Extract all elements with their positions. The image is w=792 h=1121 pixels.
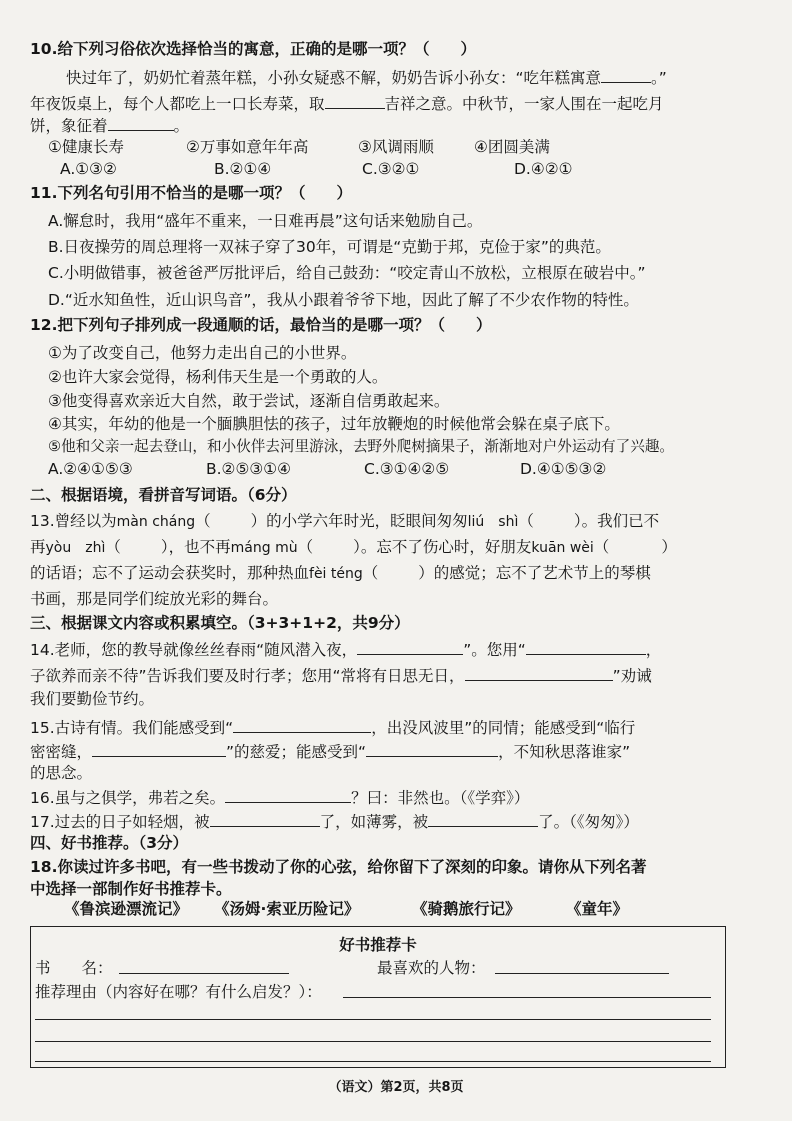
card-book-name-field[interactable] <box>119 973 289 974</box>
q11-option-b[interactable]: B.日夜操劳的周总理将一双袜子穿了30年，可谓是“克勤于邦，克俭于家”的典范。 <box>48 238 611 256</box>
q15-text-2: ，出没风波里”的同情；能感受到“临行 <box>371 719 636 737</box>
q18-line2: 中选择一部制作好书推荐卡。 <box>30 880 232 898</box>
pinyin-fei-teng: fèi téng <box>309 566 363 582</box>
q15-blank-2[interactable] <box>92 740 226 757</box>
q15-blank-3[interactable] <box>366 740 498 757</box>
q16-blank[interactable] <box>225 786 351 803</box>
q10-blank-3[interactable] <box>108 114 174 131</box>
q14-text-5: ”劝诫 <box>612 667 652 685</box>
q14-text-2: ”。您用“ <box>463 641 526 659</box>
q10-line1 <box>66 66 667 89</box>
q10-option-c[interactable]: C.③②① <box>362 160 420 178</box>
q13-text-3: 。我们已不 <box>581 512 660 530</box>
pinyin-man-chang: màn cháng <box>116 514 196 530</box>
q16-text-2: ？曰：非然也。（《学弈》） <box>351 789 530 807</box>
q12-option-a[interactable]: A.②④①⑤③ <box>48 460 133 478</box>
card-fav-character-field[interactable] <box>495 973 669 974</box>
q13-text-8: 的感觉；忘不了艺术节上的琴棋 <box>433 564 651 582</box>
q10-option-d[interactable]: D.④②① <box>514 160 573 178</box>
q12-sentence-1: ①为了改变自己，他努力走出自己的小世界。 <box>48 344 357 362</box>
q13-line2: 再yòu zhì（ ），也不再máng mù（ ）。忘不了伤心时，好朋友kuān wèi（ ） <box>30 538 677 556</box>
q10-line3-text: 饼，象征着 <box>30 117 108 135</box>
q12-stem: 12.把下列句子排列成一段通顺的话，最恰当的是哪一项？（ ） <box>30 316 492 334</box>
q11-option-d[interactable]: D.“近水知鱼性，近山识鸟音”，我从小跟着爷爷下地，因此了解了不少农作物的特性。 <box>48 291 639 309</box>
q15-line2 <box>30 740 630 763</box>
q15-text-5: ，不知秋思落谁家” <box>498 743 631 761</box>
page-footer: （语文）第2页，共8页 <box>328 1080 464 1095</box>
q14-text-4: 子欲养而亲不待”告诉我们要及时行孝；您用“常将有日思无日， <box>30 667 465 685</box>
q12-sentence-3: ③他变得喜欢亲近大自然，敢于尝试，逐渐自信勇敢起来。 <box>48 392 450 410</box>
q15-text-3: 密密缝， <box>30 743 93 761</box>
q10-option-b[interactable]: B.②①④ <box>214 160 272 178</box>
q12-sentence-2: ②也许大家会觉得，杨利伟天生是一个勇敢的人。 <box>48 368 388 386</box>
pinyin-liu-shi: liú shì <box>467 514 519 530</box>
q10-blank-1[interactable] <box>601 66 651 83</box>
q13-line3: 的话语；忘不了运动会获奖时，那种热血fèi téng（ ）的感觉；忘不了艺术节上的琴棋 <box>30 564 651 582</box>
q11-option-a[interactable]: A.懈怠时，我用“盛年不重来，一日难再晨”这句话来勉励自己。 <box>48 212 483 230</box>
q14-blank-2[interactable] <box>526 638 646 655</box>
q10-line1-end: 。” <box>651 69 667 87</box>
q11-option-c[interactable]: C.小明做错事，被爸爸严厉批评后，给自己鼓劲：“咬定青山不放松，立根原在破岩中。” <box>48 264 646 282</box>
q14-text-1: 14.老师，您的教导就像丝丝春雨“随风潜入夜， <box>30 641 358 659</box>
q17-text-3: 了。（《匆匆》） <box>538 813 639 831</box>
q13-text-6: 。忘不了伤心时，好朋友 <box>360 538 532 556</box>
q16-line <box>30 786 529 809</box>
section-2-heading: 二、根据语境，看拼音写词语。（6分） <box>30 486 297 504</box>
card-reason-field-4[interactable] <box>35 1061 711 1062</box>
q10-option-a[interactable]: A.①③② <box>60 160 117 178</box>
q15-blank-1[interactable] <box>233 716 371 733</box>
book-recommendation-card <box>30 926 726 1068</box>
q14-text-3: ， <box>645 641 662 659</box>
pinyin-mang-mu: máng mù <box>230 540 298 556</box>
q18-line1: 18.你读过许多书吧，有一些书拨动了你的心弦，给你留下了深刻的印象。请你从下列名著 <box>30 858 647 876</box>
q14-line2 <box>30 664 652 687</box>
q15-text-1: 15.古诗有情。我们能感受到“ <box>30 719 234 737</box>
pinyin-kuan-wei: kuān wèi <box>531 540 594 556</box>
q13-text-2: 的小学六年时光，眨眼间匆匆 <box>266 512 468 530</box>
q14-line1 <box>30 638 661 661</box>
q13-text-5: ，也不再 <box>168 538 231 556</box>
q15-line3: 的思念。 <box>30 764 93 782</box>
pinyin-you-zhi: yòu zhì <box>45 540 106 556</box>
q17-text-1: 17.过去的日子如轻烟，被 <box>30 813 210 831</box>
q10-stem: 10.给下列习俗依次选择恰当的寓意，正确的是哪一项？（ ） <box>30 40 476 58</box>
q13-text-1: 13.曾经以为 <box>30 512 117 530</box>
card-reason-label: 推荐理由（内容好在哪？有什么启发？）： <box>35 983 322 1001</box>
q17-blank-1[interactable] <box>210 810 320 827</box>
q10-item-1: ①健康长寿 <box>48 138 124 156</box>
q16-text-1: 16.虽与之俱学，弗若之矣。 <box>30 789 226 807</box>
book-childhood: 《童年》 <box>566 900 629 918</box>
q11-stem: 11.下列名句引用不恰当的是哪一项？（ ） <box>30 184 352 202</box>
q17-text-2: 了，如薄雾，被 <box>319 813 429 831</box>
q10-line3 <box>30 114 189 137</box>
q10-item-2: ②万事如意年年高 <box>186 138 309 156</box>
q12-option-b[interactable]: B.②⑤③①④ <box>206 460 292 478</box>
q12-option-d[interactable]: D.④①⑤③② <box>520 460 607 478</box>
q10-line3-end: 。 <box>173 117 190 135</box>
q10-blank-2[interactable] <box>325 92 385 109</box>
card-title: 好书推荐卡 <box>339 936 417 954</box>
q10-line2-text: 年夜饭桌上，每个人都吃上一口长寿菜，取 <box>30 95 325 113</box>
q15-text-4: ”的慈爱；能感受到“ <box>226 743 367 761</box>
card-reason-field-3[interactable] <box>35 1041 711 1042</box>
q12-sentence-5: ⑤他和父亲一起去登山，和小伙伴去河里游泳，去野外爬树摘果子，渐渐地对户外运动有了兴趣。 <box>48 438 675 455</box>
q17-blank-2[interactable] <box>428 810 538 827</box>
q13-text-7: 的话语；忘不了运动会获奖时，那种热血 <box>30 564 310 582</box>
card-fav-character-label: 最喜欢的人物： <box>377 959 486 977</box>
card-reason-field-1[interactable] <box>343 997 711 998</box>
q14-blank-1[interactable] <box>357 638 463 655</box>
section-4-heading: 四、好书推荐。（3分） <box>30 834 189 852</box>
card-book-name-label: 书 名： <box>35 959 113 977</box>
q14-blank-3[interactable] <box>465 664 613 681</box>
book-nils: 《骑鹅旅行记》 <box>412 900 521 918</box>
q10-line2-text-b: 吉祥之意。中秋节，一家人围在一起吃月 <box>384 95 664 113</box>
section-3-heading: 三、根据课文内容或积累填空。（3+3+1+2，共9分） <box>30 614 410 632</box>
book-tom-sawyer: 《汤姆·索亚历险记》 <box>214 900 360 918</box>
book-robinson: 《鲁滨逊漂流记》 <box>64 900 189 918</box>
q10-line2 <box>30 92 664 115</box>
card-reason-field-2[interactable] <box>35 1019 711 1020</box>
q13-line1: 13.曾经以为màn cháng（ ）的小学六年时光，眨眼间匆匆liú shì（ ）。我们已不 <box>30 512 660 530</box>
q12-sentence-4: ④其实，年幼的他是一个腼腆胆怯的孩子，过年放鞭炮的时候他常会躲在桌子底下。 <box>48 415 620 433</box>
q10-item-4: ④团圆美满 <box>474 138 550 156</box>
q12-option-c[interactable]: C.③①④②⑤ <box>364 460 450 478</box>
q10-line1-text: 快过年了，奶奶忙着蒸年糕，小孙女疑惑不解，奶奶告诉小孙女：“吃年糕寓意 <box>66 69 602 87</box>
q14-line3: 我们要勤俭节约。 <box>30 690 155 708</box>
q10-item-3: ③风调雨顺 <box>358 138 434 156</box>
q17-line <box>30 810 639 833</box>
q15-line1 <box>30 716 635 739</box>
q13-text-4: 再 <box>30 538 46 556</box>
q13-line4: 书画，那是同学们绽放光彩的舞台。 <box>30 590 279 608</box>
